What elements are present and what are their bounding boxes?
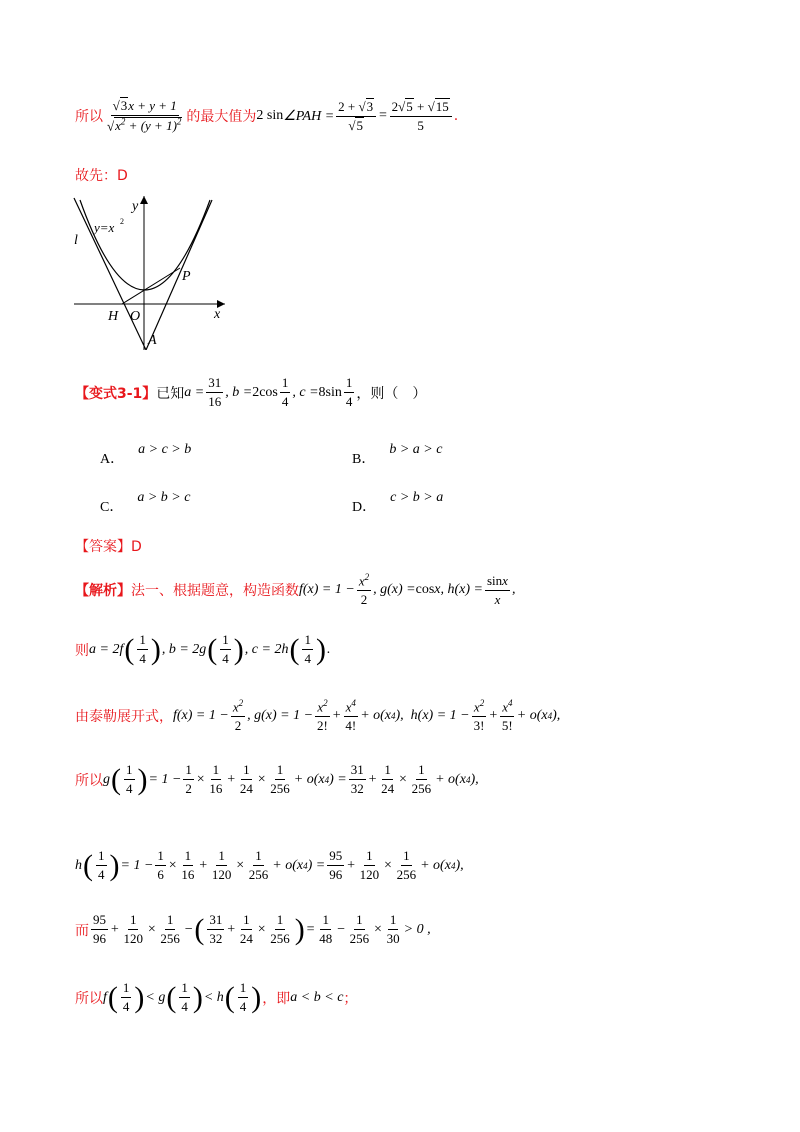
formula-abc: a = $\frac{31}{16}$ , b = 2cos $\frac{1}{4}$ , c = 8sin $\frac{1}{4}$: [184, 375, 353, 409]
variant-tag: 【变式3-1】: [75, 385, 157, 402]
point-o-label: O: [130, 309, 141, 324]
formula-taylor: f(x) = 1 − $\frac{x^2}{2}$ , g(x) = 1 − $\frac{x^2}{2!}$ + $\frac{x^4}{4!}$ + o(x 4 ), h(x) = 1 − $\frac{x^2}{3!}$ + $\frac{x^4}{5!}$ + o(x 4 ),: [173, 698, 561, 734]
formula-abc-fgh: a = 2f ( $\frac{1}{4}$ ) , b = 2g ( $\frac{1}{4}$ ) , c = 2h ( $\frac{1}{4}$ ) .: [89, 632, 331, 666]
formula-max: 2 sin ∠PAH = $\frac{2 + √3}{√5}$ = $\frac{2√5 + √15}{5}$: [256, 99, 453, 134]
parabola-figure: [70, 190, 230, 350]
text-max-label: 的最大值为: [186, 109, 257, 126]
option-c[interactable]: C．a > b > c: [100, 490, 191, 515]
h-value-line: [75, 848, 464, 883]
formula-abc-order: a < b < c: [290, 989, 344, 1005]
formula-functions: f(x) = 1 − $\frac{x^2}{2}$ , g(x) = cos x, h(x) = $\frac{\sin x}{x}$ ,: [299, 572, 516, 608]
line-choose: 故先：D: [75, 168, 128, 184]
formula-g-value: g ( $\frac{1}{4}$ ) = 1 − $\frac{1}{2}$ × $\frac{1}{16}$ + $\frac{1}{24}$ × $\frac{1}{256}$ + o(x 4 ) = $\frac{31}{32}$ + $\frac{1}{24}$ × $\frac{1}{256}$ + o(x 4 ),: [103, 762, 479, 796]
analysis-tag: 【解析】: [75, 583, 131, 600]
line-max-value: 所以 $\frac{√3x + y + 1}{√x^2 + (y + 1)^2}$ 的最大值为 2 sin ∠PAH = $\frac{2 + √3}{√5}$ = $\frac{2√5 + √15}{5}$ .: [75, 98, 459, 134]
point-h-label: H: [108, 309, 119, 324]
analysis-line: 【解析】 法一、根据题意，构造函数 f(x) = 1 − $\frac{x^2}{2}$ , g(x) = cos x, h(x) = $\frac{\sin x}{x}$ ,: [75, 572, 516, 608]
compare-line: 而 $\frac{95}{96}$ + $\frac{1}{120}$ × $\frac{1}{256}$ − ( $\frac{31}{32}$ + $\frac{1}{24}$ × $\frac{1}{256}$ ) = $\frac{1}{48}$ − $\frac{1}{256}$ × $\frac{1}{30}$ > 0 ,: [75, 912, 431, 946]
curve-label: y=x: [94, 220, 115, 235]
variant-question: 【变式3-1】 已知 a = $\frac{31}{16}$ , b = 2cos $\frac{1}{4}$ , c = 8sin $\frac{1}{4}$ ，则（ ）: [75, 375, 427, 409]
answer-line: 【答案】D: [75, 539, 142, 555]
option-d[interactable]: D．c > b > a: [352, 490, 444, 515]
formula-ratio: $\frac{√3x + y + 1}{√x^2 + (y + 1)^2}$: [107, 98, 182, 134]
g-value-line: 所以 g ( $\frac{1}{4}$ ) = 1 − $\frac{1}{2}$ × $\frac{1}{16}$ + $\frac{1}{24}$ × $\frac{1}{256}$ + o(x 4 ) = $\frac{31}{32}$ + $\frac{1}{24}$ × $\frac{1}{256}$ + o(x 4 ),: [75, 762, 479, 796]
x-axis-label: x: [214, 307, 221, 322]
svg-text:2: 2: [120, 217, 124, 226]
point-p-label: P: [182, 269, 191, 284]
formula-h-value: h ( $\frac{1}{4}$ ) = 1 − $\frac{1}{6}$ × $\frac{1}{16}$ + $\frac{1}{120}$ × $\frac{1}{256}$ + o(x 4 ) = $\frac{95}{96}$ + $\frac{1}{120}$ × $\frac{1}{256}$ + o(x 4 ),: [75, 848, 464, 882]
formula-order: f ( $\frac{1}{4}$ ) < g ( $\frac{1}{4}$ ) < h ( $\frac{1}{4}$ ): [103, 980, 262, 1014]
option-b[interactable]: B．b > a > c: [352, 442, 443, 467]
taylor-line: 由泰勒展开式， f(x) = 1 − $\frac{x^2}{2}$ , g(x) = 1 − $\frac{x^2}{2!}$ + $\frac{x^4}{4!}$ + o(x 4 ), h(x) = 1 − $\frac{x^2}{3!}$ + $\frac{x^4}{5!}$ + o(x 4 ),: [75, 698, 561, 734]
option-a[interactable]: A．a > c > b: [100, 442, 192, 467]
order-line: 所以 f ( $\frac{1}{4}$ ) < g ( $\frac{1}{4}$ ) < h ( $\frac{1}{4}$ ) ，即 a < b < c ；: [75, 980, 358, 1014]
text-suoyi: 所以: [75, 109, 103, 126]
formula-compare: $\frac{95}{96}$ + $\frac{1}{120}$ × $\frac{1}{256}$ − ( $\frac{31}{32}$ + $\frac{1}{24}$ × $\frac{1}{256}$ ) = $\frac{1}{48}$ − $\frac{1}{256}$ × $\frac{1}{30}$ > 0 ,: [93, 912, 431, 946]
then-line: 则 a = 2f ( $\frac{1}{4}$ ) , b = 2g ( $\frac{1}{4}$ ) , c = 2h ( $\frac{1}{4}$ ) .: [75, 632, 331, 666]
point-a-label: A: [148, 333, 157, 348]
y-axis-label: y: [132, 199, 139, 214]
line-l-label: l: [74, 233, 78, 248]
